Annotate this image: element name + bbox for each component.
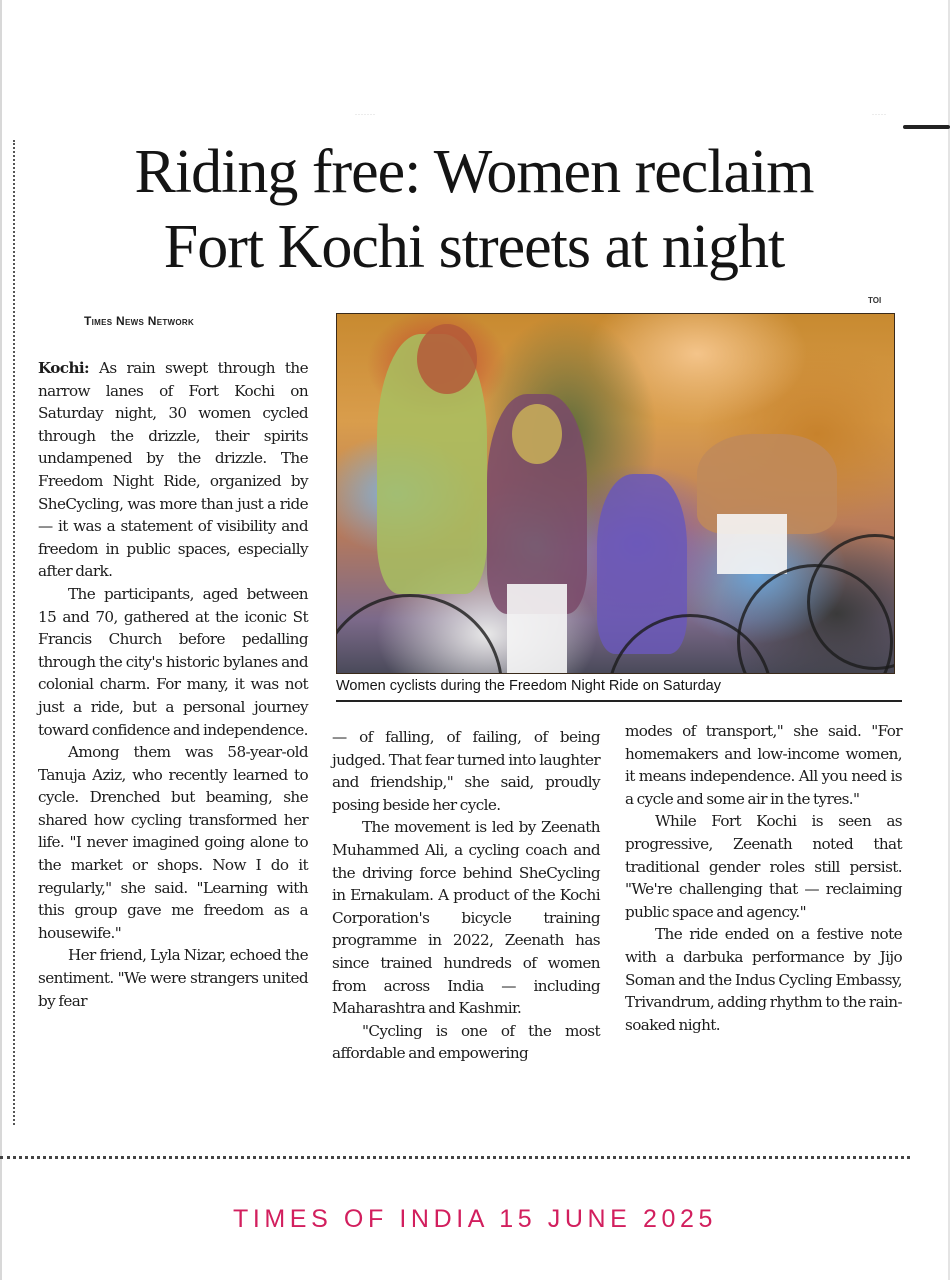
page-registration-mark: ······· bbox=[355, 112, 376, 118]
article-photo bbox=[336, 313, 895, 674]
article-paragraph: Among them was 58-year-old Tanuja Aziz, who recently learned to cycle. Drenched but beaming, she shared how cycling transformed her life. "I never imagined going alone to the market or shops. Now I do it regularly," she said. "Learning with this group gave me freedom as a housewife." bbox=[38, 743, 308, 942]
photo-bicycle-wheel bbox=[336, 594, 503, 674]
article-paragraph: — of falling, of failing, of being judged. That fear turned into laughter and friendship," she said, proudly posing beside her cycle. bbox=[332, 728, 600, 814]
article-bottom-dotted-rule bbox=[0, 1156, 910, 1159]
scan-edge-left bbox=[0, 0, 2, 1280]
article-paragraph: modes of transport," she said. "For homemakers and low-income women, it means independence. All you need is a cycle and some air in the tyres." bbox=[625, 722, 902, 808]
article-headline bbox=[44, 135, 904, 285]
article-column-1 bbox=[38, 357, 308, 1012]
article-paragraph: The movement is led by Zeenath Muhammed Ali, a cycling coach and the driving force behind SheCycling in Ernakulam. A product of the Kochi Corporation's bicycle training programme in 2022, Zeenath has since trained hundreds of women from across India — including Maharashtra and Kashmir. bbox=[332, 818, 600, 1018]
article-paragraph: "Cycling is one of the most affordable and empowering bbox=[332, 1021, 600, 1063]
column-dotted-border bbox=[13, 140, 15, 1125]
article-dateline: Kochi: bbox=[38, 359, 90, 377]
article-paragraph: Her friend, Lyla Nizar, echoed the sentiment. "We were strangers united by fear bbox=[38, 946, 308, 1010]
article-paragraph: The ride ended on a festive note with a darbuka performance by Jijo Soman and the Indus Cycling Embassy, Trivandrum, adding rhythm to the rain-soaked night. bbox=[625, 925, 902, 1034]
photo-caption: Women cyclists during the Freedom Night Ride on Saturday bbox=[336, 678, 902, 702]
photo-figure-face bbox=[417, 324, 477, 394]
page-registration-mark: ····· bbox=[872, 112, 887, 118]
article-paragraph: Kochi: As rain swept through the narrow lanes of Fort Kochi on Saturday night, 30 women cycled through the drizzle, their spirits undampened by the drizzle. The Freedom Night Ride, organized by SheCycling, was more than just a ride — it was a statement of visibility and freedom in public spaces, especially after dark. bbox=[38, 359, 308, 581]
article-byline: Times News Network bbox=[84, 314, 195, 328]
article-paragraph: The participants, aged between 15 and 70, gathered at the iconic St Francis Church before pedalling through the city's historic bylanes and colonial charm. For many, it was not just a ride, but a personal journey toward confidence and independence. bbox=[38, 584, 308, 739]
photo-credit-tag: TOI bbox=[868, 296, 882, 305]
photo-figure-face bbox=[512, 404, 562, 464]
article-column-3 bbox=[625, 720, 902, 1036]
article-column-2 bbox=[332, 726, 600, 1065]
corner-rule bbox=[903, 125, 950, 129]
source-credit: TIMES OF INDIA 15 JUNE 2025 bbox=[232, 1205, 718, 1233]
photo-placard bbox=[507, 584, 567, 674]
article-paragraph: While Fort Kochi is seen as progressive, Zeenath noted that traditional gender roles still persist. "We're challenging that — reclaiming public space and agency." bbox=[625, 812, 902, 921]
photo-placard bbox=[717, 514, 787, 574]
headline-line-2: Fort Kochi streets at night bbox=[163, 213, 785, 281]
headline-line-1: Riding free: Women reclaim bbox=[134, 138, 814, 206]
